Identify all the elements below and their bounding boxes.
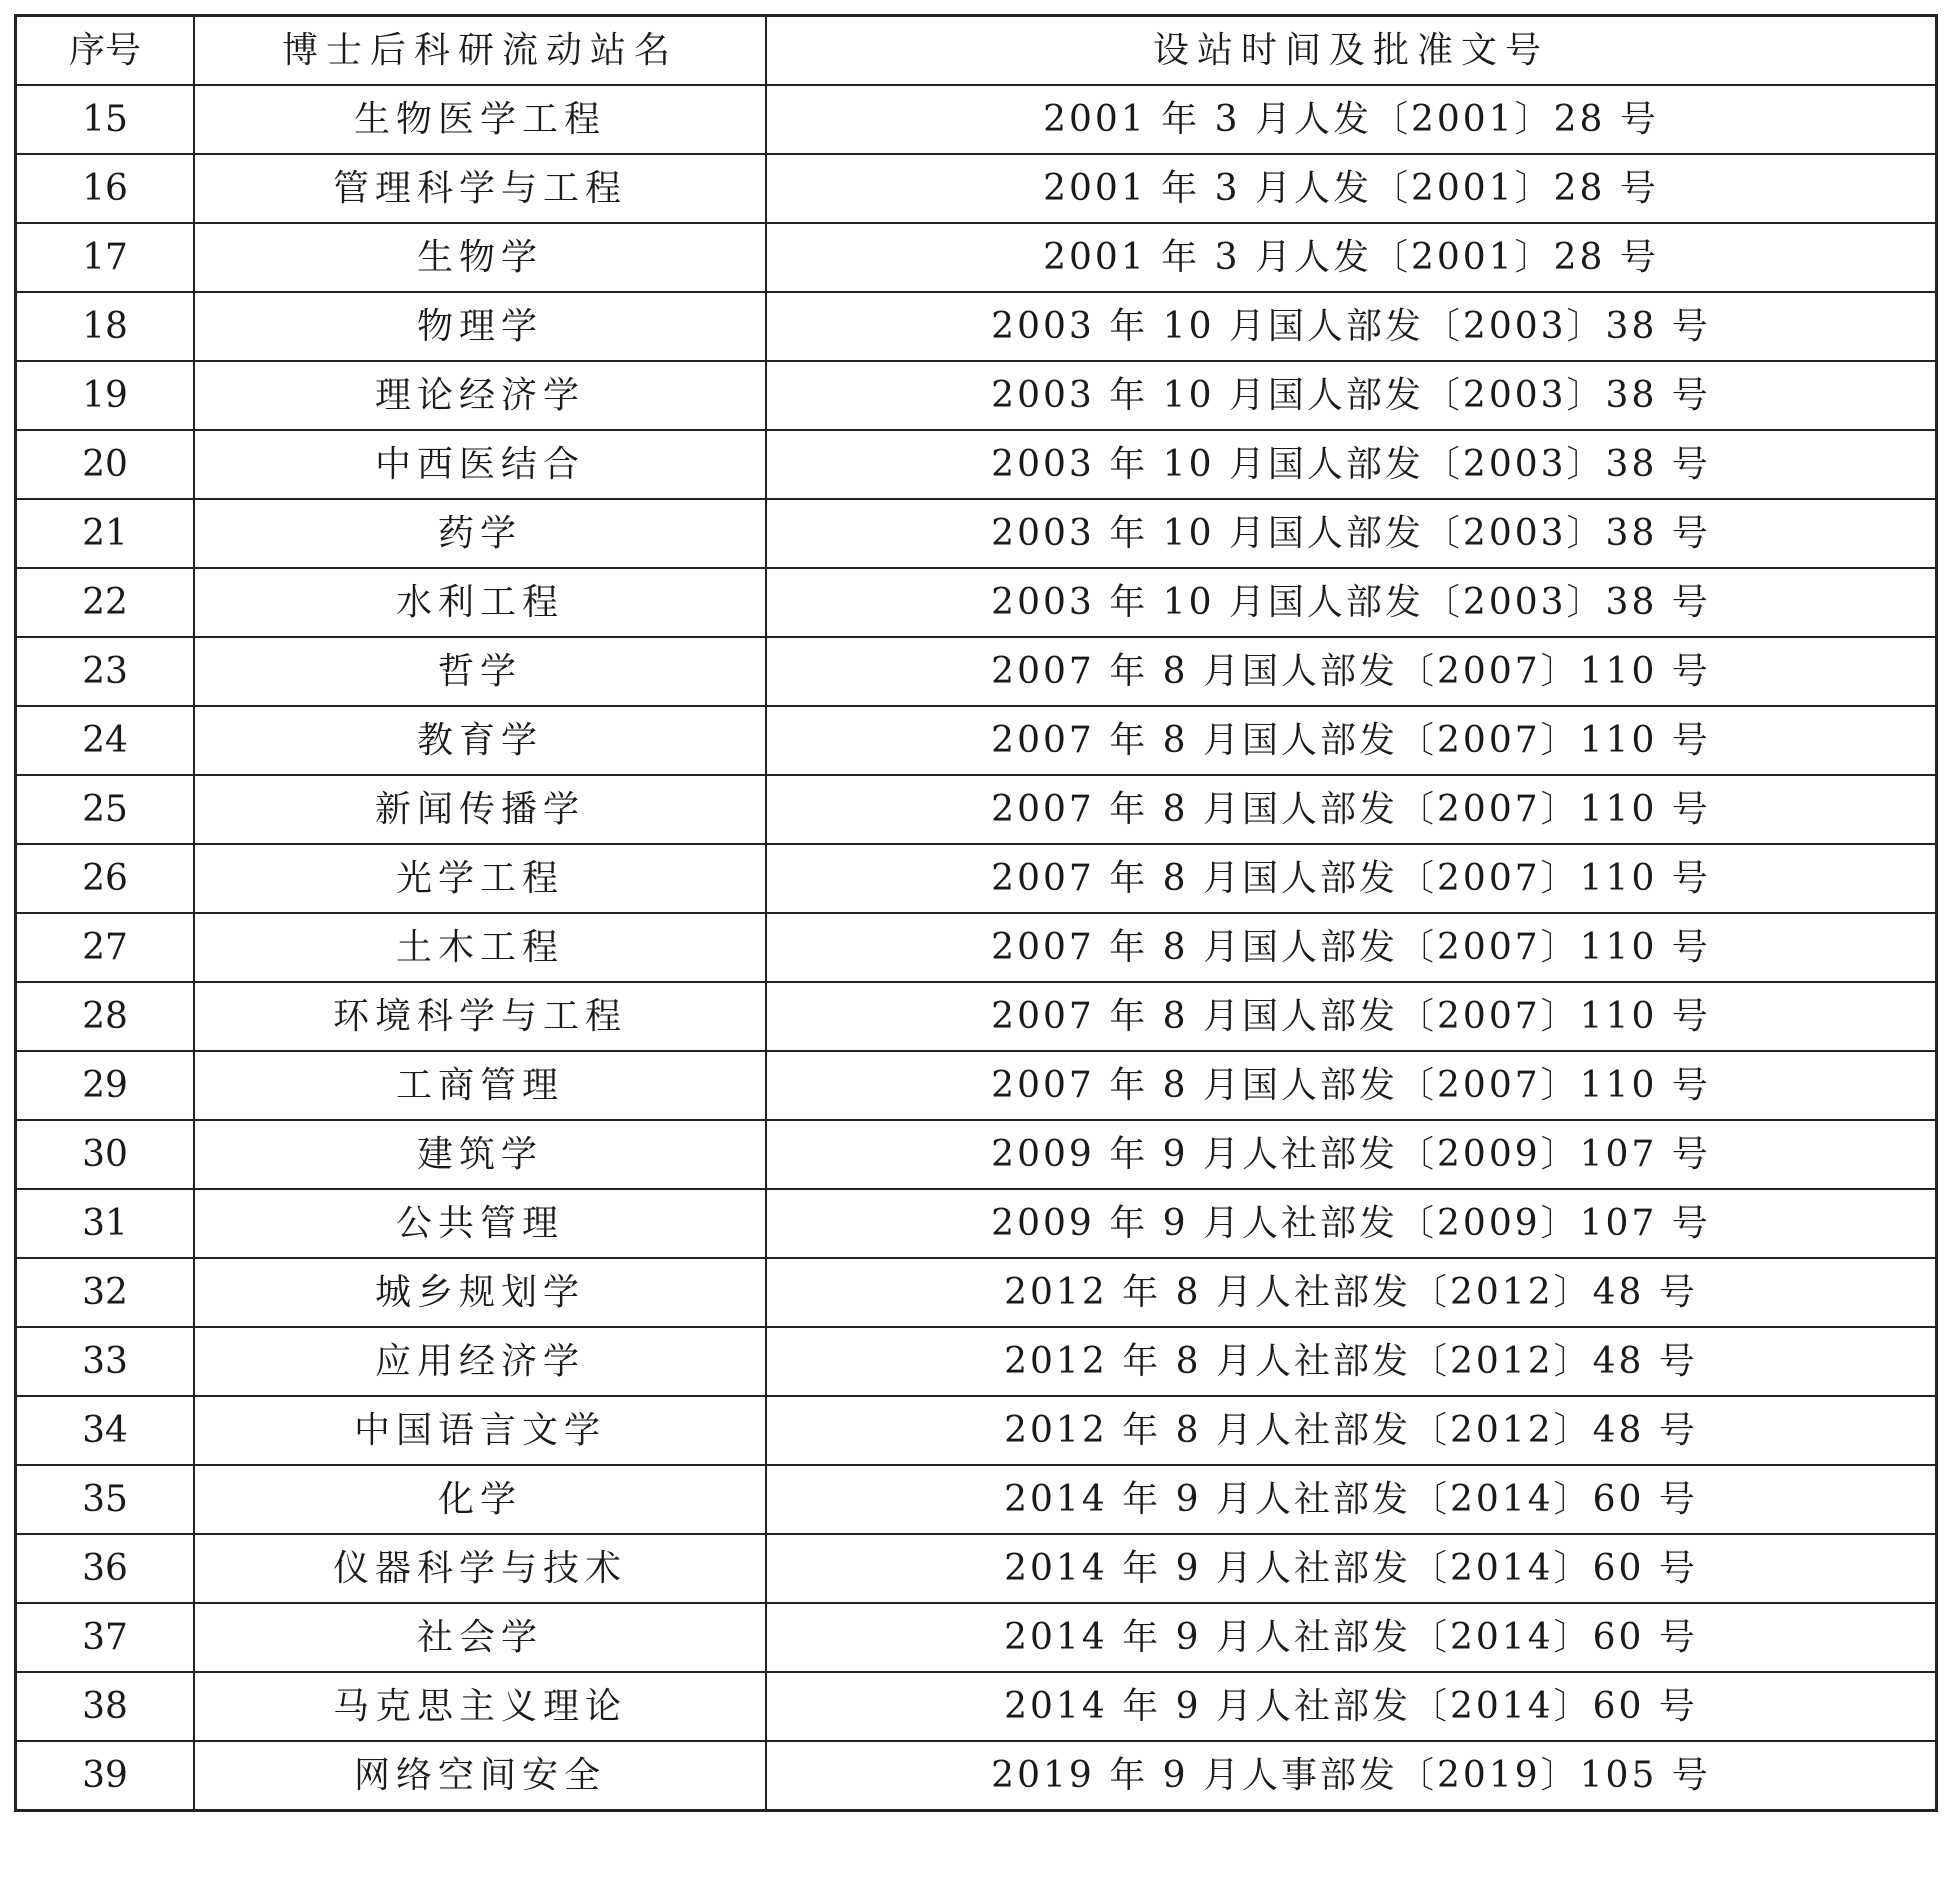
cell-station-name: 管理科学与工程 [194, 154, 766, 223]
table-row [16, 85, 1937, 154]
header-index: 序号 [16, 16, 195, 86]
cell-approval: 2014 年 9 月人社部发〔2014〕60 号 [766, 1672, 1937, 1741]
cell-index: 23 [16, 637, 195, 706]
cell-approval: 2007 年 8 月国人部发〔2007〕110 号 [766, 913, 1937, 982]
cell-station-name: 仪器科学与技术 [194, 1534, 766, 1603]
table-row [16, 1741, 1937, 1811]
cell-station-name: 中国语言文学 [194, 1396, 766, 1465]
table-row [16, 430, 1937, 499]
cell-approval: 2012 年 8 月人社部发〔2012〕48 号 [766, 1396, 1937, 1465]
cell-station-name: 药学 [194, 499, 766, 568]
cell-index: 22 [16, 568, 195, 637]
cell-station-name: 化学 [194, 1465, 766, 1534]
cell-approval: 2003 年 10 月国人部发〔2003〕38 号 [766, 361, 1937, 430]
cell-station-name: 中西医结合 [194, 430, 766, 499]
cell-station-name: 社会学 [194, 1603, 766, 1672]
cell-approval: 2007 年 8 月国人部发〔2007〕110 号 [766, 1051, 1937, 1120]
table-row [16, 844, 1937, 913]
cell-approval: 2007 年 8 月国人部发〔2007〕110 号 [766, 844, 1937, 913]
cell-index: 38 [16, 1672, 195, 1741]
table-header-row [16, 16, 1937, 86]
cell-approval: 2014 年 9 月人社部发〔2014〕60 号 [766, 1603, 1937, 1672]
cell-station-name: 哲学 [194, 637, 766, 706]
table-row [16, 1051, 1937, 1120]
cell-index: 21 [16, 499, 195, 568]
cell-index: 29 [16, 1051, 195, 1120]
cell-station-name: 光学工程 [194, 844, 766, 913]
table-row [16, 913, 1937, 982]
table-row [16, 499, 1937, 568]
cell-index: 32 [16, 1258, 195, 1327]
table-row [16, 1396, 1937, 1465]
table-row [16, 775, 1937, 844]
cell-index: 15 [16, 85, 195, 154]
cell-approval: 2014 年 9 月人社部发〔2014〕60 号 [766, 1465, 1937, 1534]
cell-station-name: 公共管理 [194, 1189, 766, 1258]
cell-approval: 2009 年 9 月人社部发〔2009〕107 号 [766, 1189, 1937, 1258]
cell-index: 25 [16, 775, 195, 844]
cell-station-name: 物理学 [194, 292, 766, 361]
cell-index: 30 [16, 1120, 195, 1189]
cell-index: 24 [16, 706, 195, 775]
cell-station-name: 建筑学 [194, 1120, 766, 1189]
cell-approval: 2001 年 3 月人发〔2001〕28 号 [766, 223, 1937, 292]
table-row [16, 292, 1937, 361]
cell-index: 16 [16, 154, 195, 223]
cell-approval: 2003 年 10 月国人部发〔2003〕38 号 [766, 292, 1937, 361]
table-row [16, 568, 1937, 637]
cell-approval: 2009 年 9 月人社部发〔2009〕107 号 [766, 1120, 1937, 1189]
table-row [16, 637, 1937, 706]
cell-index: 34 [16, 1396, 195, 1465]
table-row [16, 1189, 1937, 1258]
cell-approval: 2007 年 8 月国人部发〔2007〕110 号 [766, 637, 1937, 706]
cell-station-name: 教育学 [194, 706, 766, 775]
header-approval: 设站时间及批准文号 [766, 16, 1937, 86]
cell-approval: 2001 年 3 月人发〔2001〕28 号 [766, 85, 1937, 154]
cell-station-name: 土木工程 [194, 913, 766, 982]
cell-index: 26 [16, 844, 195, 913]
cell-index: 28 [16, 982, 195, 1051]
table-row [16, 706, 1937, 775]
cell-approval: 2012 年 8 月人社部发〔2012〕48 号 [766, 1327, 1937, 1396]
cell-station-name: 环境科学与工程 [194, 982, 766, 1051]
cell-approval: 2007 年 8 月国人部发〔2007〕110 号 [766, 706, 1937, 775]
cell-approval: 2019 年 9 月人事部发〔2019〕105 号 [766, 1741, 1937, 1811]
table-row [16, 1327, 1937, 1396]
cell-station-name: 城乡规划学 [194, 1258, 766, 1327]
cell-approval: 2003 年 10 月国人部发〔2003〕38 号 [766, 430, 1937, 499]
cell-index: 36 [16, 1534, 195, 1603]
table-row [16, 1465, 1937, 1534]
cell-index: 31 [16, 1189, 195, 1258]
cell-index: 27 [16, 913, 195, 982]
cell-index: 20 [16, 430, 195, 499]
table-row [16, 223, 1937, 292]
cell-station-name: 理论经济学 [194, 361, 766, 430]
cell-approval: 2003 年 10 月国人部发〔2003〕38 号 [766, 568, 1937, 637]
cell-index: 37 [16, 1603, 195, 1672]
cell-index: 18 [16, 292, 195, 361]
cell-station-name: 生物医学工程 [194, 85, 766, 154]
header-station-name: 博士后科研流动站名 [194, 16, 766, 86]
cell-approval: 2007 年 8 月国人部发〔2007〕110 号 [766, 775, 1937, 844]
table-row [16, 361, 1937, 430]
table-row [16, 1120, 1937, 1189]
cell-index: 33 [16, 1327, 195, 1396]
cell-station-name: 马克思主义理论 [194, 1672, 766, 1741]
cell-station-name: 生物学 [194, 223, 766, 292]
cell-approval: 2012 年 8 月人社部发〔2012〕48 号 [766, 1258, 1937, 1327]
table-row [16, 1672, 1937, 1741]
table-row [16, 1603, 1937, 1672]
cell-index: 17 [16, 223, 195, 292]
table-row [16, 982, 1937, 1051]
cell-index: 35 [16, 1465, 195, 1534]
table-row [16, 1258, 1937, 1327]
cell-station-name: 应用经济学 [194, 1327, 766, 1396]
cell-approval: 2007 年 8 月国人部发〔2007〕110 号 [766, 982, 1937, 1051]
table-row [16, 154, 1937, 223]
cell-station-name: 网络空间安全 [194, 1741, 766, 1811]
postdoc-stations-table [14, 14, 1938, 1812]
table-body [16, 85, 1937, 1811]
cell-approval: 2014 年 9 月人社部发〔2014〕60 号 [766, 1534, 1937, 1603]
cell-approval: 2003 年 10 月国人部发〔2003〕38 号 [766, 499, 1937, 568]
cell-index: 39 [16, 1741, 195, 1811]
cell-index: 19 [16, 361, 195, 430]
table-row [16, 1534, 1937, 1603]
cell-station-name: 新闻传播学 [194, 775, 766, 844]
cell-approval: 2001 年 3 月人发〔2001〕28 号 [766, 154, 1937, 223]
cell-station-name: 工商管理 [194, 1051, 766, 1120]
cell-station-name: 水利工程 [194, 568, 766, 637]
